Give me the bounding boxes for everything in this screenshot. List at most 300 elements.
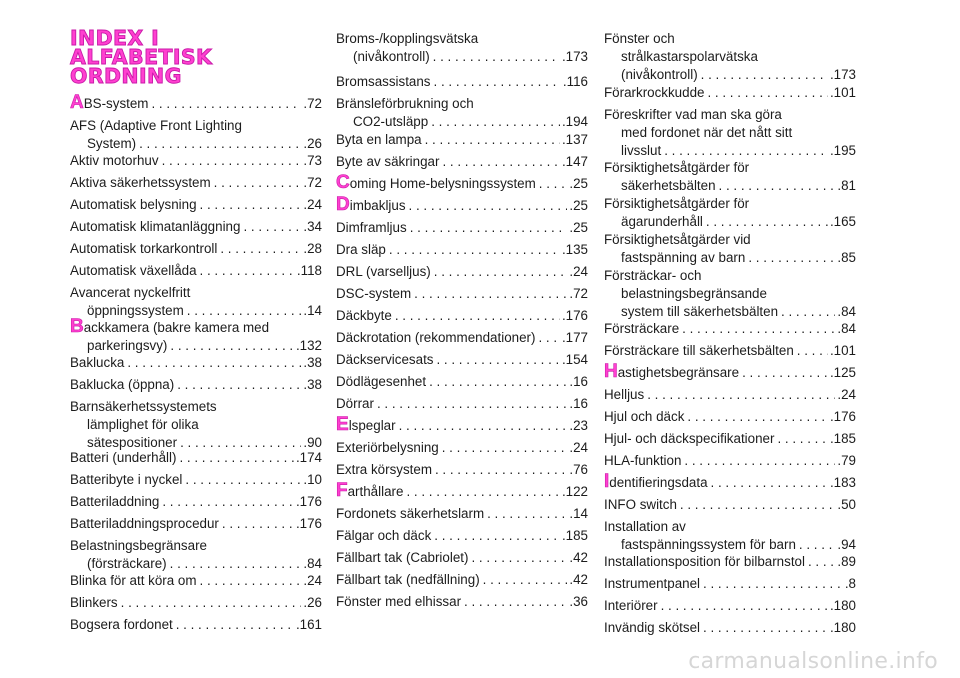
entry-label: Automatisk torkarkontroll (70, 241, 218, 256)
entry-line (70, 316, 322, 337)
page-number: .42 (569, 572, 588, 587)
entry-line (336, 307, 588, 325)
dot-leader (167, 337, 294, 355)
dot-leader (658, 597, 828, 615)
entry-label: Bogsera fordonet (70, 617, 173, 632)
index-entry[interactable] (336, 172, 588, 193)
index-entry[interactable] (604, 386, 856, 404)
page-number: .14 (569, 506, 588, 521)
index-entry[interactable] (336, 194, 588, 215)
entry-line (604, 575, 856, 593)
index-entry[interactable] (604, 84, 856, 102)
index-entry[interactable] (70, 449, 322, 467)
entry-text (87, 302, 184, 320)
entry-label: Fälgar och däck (336, 528, 432, 543)
entry-text (336, 329, 535, 347)
dot-leader (644, 386, 835, 404)
section-initial: E (336, 414, 349, 435)
page-number: .25 (569, 220, 588, 235)
entry-text (621, 177, 716, 195)
dot-leader (411, 285, 567, 303)
entry-line (604, 213, 856, 231)
page-number: .50 (837, 497, 856, 512)
dot-leader (681, 452, 835, 470)
dot-leader (182, 471, 301, 489)
index-entry[interactable] (336, 95, 588, 131)
page-number: .180 (829, 620, 856, 635)
entry-text (604, 84, 704, 102)
page-number: .194 (561, 114, 588, 129)
dot-leader (197, 572, 302, 590)
entry-text (336, 307, 392, 325)
entry-label: säkerhetsbälten (621, 178, 716, 193)
index-entry[interactable] (336, 414, 588, 435)
entry-label: BS-system (83, 96, 149, 111)
page-number: .154 (561, 352, 588, 367)
section-initial: I (604, 471, 610, 492)
page-number: .8 (844, 576, 856, 591)
entry-line (604, 342, 856, 360)
index-entry[interactable] (70, 240, 322, 258)
entry-line (70, 196, 322, 214)
entry-line (336, 395, 588, 413)
entry-label: system till säkerhetsbälten (621, 304, 779, 319)
page-number: .195 (829, 143, 856, 158)
entry-line (70, 537, 322, 555)
entry-label: Batteriladdningsprocedur (70, 516, 219, 531)
page-number: .36 (569, 594, 588, 609)
dot-leader (184, 302, 302, 320)
page-number: .84 (837, 321, 856, 336)
entry-text (621, 213, 703, 231)
index-entry[interactable] (604, 231, 856, 267)
index-entry[interactable] (604, 553, 856, 571)
index-entry[interactable] (70, 196, 322, 214)
index-entry[interactable] (70, 174, 322, 192)
entry-line (70, 262, 322, 280)
entry-label: Fönster och (604, 31, 675, 46)
dot-leader (661, 142, 828, 160)
dot-leader (461, 593, 567, 611)
dot-leader (426, 373, 567, 391)
entry-text (336, 73, 431, 91)
page-number: .125 (829, 365, 856, 380)
page-number: .116 (562, 74, 588, 89)
entry-label: lämplighet för olika (87, 417, 199, 432)
page-number: .26 (303, 136, 322, 151)
index-entry[interactable] (70, 92, 322, 113)
dot-leader (484, 505, 567, 523)
dot-leader (174, 376, 301, 394)
entry-line (604, 142, 856, 160)
entry-text (70, 316, 270, 337)
index-entry[interactable] (70, 398, 322, 452)
entry-label: Fällbart tak (Cabriolet) (336, 550, 469, 565)
entry-label: Bränsleförbrukning och (336, 96, 474, 111)
dot-leader (431, 527, 560, 545)
index-entry[interactable] (336, 285, 588, 303)
entry-text (604, 430, 774, 448)
index-entry[interactable] (336, 593, 588, 611)
entry-label: Helljus (604, 387, 645, 402)
entry-line (336, 549, 588, 567)
dot-leader (439, 153, 559, 171)
index-entry[interactable] (70, 537, 322, 573)
dot-leader (136, 135, 301, 153)
entry-label: Blinka för att köra om (70, 573, 197, 588)
page-number: .173 (561, 49, 588, 64)
entry-label: Aktiv motorhuv (70, 153, 159, 168)
watermark: carmanualsonline.info (688, 649, 938, 674)
page-number: .84 (303, 556, 322, 571)
page-number: .38 (303, 377, 322, 392)
entry-label: oming Home-belysningssystem (349, 176, 536, 191)
dot-leader (698, 66, 828, 84)
entry-text (70, 262, 197, 280)
page-number: .85 (837, 250, 856, 265)
entry-text (336, 241, 386, 259)
entry-line (70, 471, 322, 489)
index-entry[interactable] (604, 342, 856, 360)
index-entry[interactable] (336, 131, 588, 149)
dot-leader (159, 493, 294, 511)
dot-leader (431, 263, 568, 281)
index-entry[interactable] (336, 373, 588, 391)
page-number: .94 (837, 537, 856, 552)
index-entry[interactable] (336, 549, 588, 567)
page-number: .101 (829, 343, 856, 358)
index-entry[interactable] (336, 73, 588, 91)
entry-line (336, 461, 588, 479)
index-entry[interactable] (336, 571, 588, 589)
entry-label: Automatisk klimatanläggning (70, 219, 241, 234)
entry-line (70, 572, 322, 590)
page-number: .79 (837, 453, 856, 468)
entry-label: Barnsäkerhetssystemets (70, 399, 217, 414)
dot-leader (774, 430, 828, 448)
entry-text (336, 95, 474, 113)
entry-text (336, 480, 404, 501)
entry-text (70, 92, 149, 113)
dot-leader (700, 575, 843, 593)
index-entry[interactable] (604, 408, 856, 426)
entry-line (336, 505, 588, 523)
entry-label: Fordonets säkerhetslarm (336, 506, 485, 521)
entry-text (604, 267, 701, 285)
dot-leader (406, 197, 568, 215)
entry-label: Invändig skötsel (604, 620, 701, 635)
dot-leader (422, 131, 560, 149)
entry-line (336, 439, 588, 457)
page-number: .42 (569, 550, 588, 565)
entry-line (604, 496, 856, 514)
index-entry[interactable] (70, 515, 322, 533)
dot-leader (684, 408, 828, 426)
entry-line (336, 329, 588, 347)
entry-text (336, 263, 431, 281)
entry-label: Avancerat nyckelfritt (70, 285, 191, 300)
entry-label: Fällbart tak (nedfällning) (336, 572, 480, 587)
entry-line (604, 361, 856, 382)
index-entry[interactable] (70, 616, 322, 634)
entry-label: (nivåkontroll) (353, 49, 430, 64)
entry-line (70, 594, 322, 612)
index-entry[interactable] (604, 496, 856, 514)
index-entry[interactable] (604, 106, 856, 160)
page-number: .165 (829, 214, 856, 229)
entry-label: Baklucka (öppna) (70, 377, 175, 392)
entry-label: Byte av säkringar (336, 154, 440, 169)
entry-text (336, 527, 431, 545)
index-entry[interactable] (70, 376, 322, 394)
entry-line (70, 284, 322, 302)
index-entry[interactable] (604, 430, 856, 448)
entry-line (336, 480, 588, 501)
index-entry[interactable] (336, 461, 588, 479)
entry-text (87, 416, 199, 434)
entry-text (604, 361, 740, 382)
entry-line (336, 414, 588, 435)
dot-leader (708, 474, 828, 492)
entry-line (604, 518, 856, 536)
entry-line (70, 449, 322, 467)
entry-text (604, 619, 700, 637)
entry-line (336, 113, 588, 131)
entry-line (604, 124, 856, 142)
index-entry[interactable] (336, 307, 588, 325)
entry-text (70, 376, 174, 394)
entry-label: Automatisk belysning (70, 197, 197, 212)
entry-line (604, 303, 856, 321)
entry-label: Hjul- och däckspecifikationer (604, 431, 775, 446)
index-entry[interactable] (336, 439, 588, 457)
index-entry[interactable] (604, 452, 856, 470)
dot-leader (167, 555, 302, 573)
index-entry[interactable] (336, 480, 588, 501)
entry-label: sätespositioner (87, 435, 178, 450)
entry-text (604, 159, 749, 177)
entry-text (336, 461, 432, 479)
index-entry[interactable] (604, 575, 856, 593)
entry-label: Belastningsbegränsare (70, 538, 207, 553)
entry-label: DSC-system (336, 286, 412, 301)
index-entry[interactable] (604, 619, 856, 637)
entry-line (70, 337, 322, 355)
entry-line (604, 285, 856, 303)
index-entry[interactable] (604, 471, 856, 492)
index-entry[interactable] (604, 361, 856, 382)
entry-text (336, 30, 478, 48)
dot-leader (176, 449, 294, 467)
entry-label: Blinkers (70, 595, 118, 610)
entry-label: (nivåkontroll) (621, 67, 698, 82)
entry-text (336, 153, 439, 171)
index-entry[interactable] (604, 518, 856, 554)
entry-text (604, 195, 749, 213)
index-entry[interactable] (336, 329, 588, 347)
dot-leader (396, 417, 568, 435)
entry-line (604, 231, 856, 249)
entry-label: (försträckare) (87, 556, 167, 571)
index-entry[interactable] (336, 395, 588, 413)
entry-line (604, 430, 856, 448)
entry-line (604, 619, 856, 637)
dot-leader (739, 364, 828, 382)
index-entry[interactable] (336, 30, 588, 66)
entry-line (604, 452, 856, 470)
entry-line (604, 84, 856, 102)
index-entry[interactable] (70, 594, 322, 612)
index-entry[interactable] (336, 351, 588, 369)
entry-line (604, 159, 856, 177)
dot-leader (219, 515, 294, 533)
page-number: .24 (837, 387, 856, 402)
entry-text (336, 351, 433, 369)
entry-text (70, 398, 217, 416)
index-entry[interactable] (604, 159, 856, 195)
entry-label: imbakljus (349, 198, 406, 213)
index-entry[interactable] (604, 320, 856, 338)
entry-label: Extra körsystem (336, 462, 432, 477)
entry-label: Dra släp (336, 242, 386, 257)
entry-label: arthållare (347, 484, 404, 499)
dot-leader (197, 196, 302, 214)
dot-leader (432, 461, 567, 479)
index-entry[interactable] (604, 30, 856, 84)
entry-text (87, 135, 136, 153)
dot-leader (704, 84, 827, 102)
entry-text (336, 414, 396, 435)
entry-line (336, 131, 588, 149)
entry-text (70, 449, 176, 467)
index-entry[interactable] (70, 117, 322, 153)
index-entry[interactable] (336, 241, 588, 259)
entry-text (621, 536, 796, 554)
entry-line (336, 571, 588, 589)
entry-text (70, 572, 197, 590)
index-entry[interactable] (70, 493, 322, 511)
entry-label: Försträckar- och (604, 268, 702, 283)
entry-text (70, 616, 173, 634)
entry-text (604, 553, 805, 571)
page-number: .25 (569, 198, 588, 213)
entry-label: strålkastarspolarvätska (621, 49, 758, 64)
entry-text (336, 505, 484, 523)
dot-leader (536, 175, 568, 193)
dot-leader (197, 262, 295, 280)
entry-label: AFS (Adaptive Front Lighting (70, 118, 242, 133)
dot-leader (403, 483, 560, 501)
index-entry[interactable] (70, 218, 322, 236)
entry-line (336, 73, 588, 91)
entry-text (70, 493, 159, 511)
entry-text (621, 66, 698, 84)
entry-label: Försträckare till säkerhetsbälten (604, 343, 794, 358)
dot-leader (124, 354, 301, 372)
entry-line (70, 117, 322, 135)
page-number: .81 (837, 178, 856, 193)
index-entry[interactable] (336, 505, 588, 523)
entry-text (604, 496, 677, 514)
index-entry[interactable] (70, 471, 322, 489)
entry-label: CO2-utsläpp (353, 114, 429, 129)
dot-leader (703, 213, 828, 231)
entry-label: Försiktighetsåtgärder för (604, 160, 750, 175)
entry-label: Fönster med elhissar (336, 594, 462, 609)
section-initial: A (70, 92, 84, 113)
page-number: .38 (303, 355, 322, 370)
index-entry[interactable] (336, 527, 588, 545)
entry-line (604, 30, 856, 48)
entry-line (70, 616, 322, 634)
index-entry[interactable] (604, 597, 856, 615)
index-entry[interactable] (336, 153, 588, 171)
page-number: .73 (303, 153, 322, 168)
entry-line (336, 593, 588, 611)
entry-label: Däckrotation (rekommendationer) (336, 330, 536, 345)
entry-text (604, 471, 708, 492)
entry-text (621, 285, 767, 303)
entry-line (336, 194, 588, 215)
page-number: .10 (303, 472, 322, 487)
index-entry[interactable] (70, 152, 322, 170)
entry-label: Däckbyte (336, 308, 392, 323)
entry-label: Instrumentpanel (604, 576, 701, 591)
index-entry[interactable] (70, 284, 322, 320)
entry-label: Batteri (underhåll) (70, 450, 177, 465)
entry-label: Föreskrifter vad man ska göra (604, 107, 782, 122)
entry-text (336, 194, 406, 215)
entry-line (336, 48, 588, 66)
entry-line (604, 177, 856, 195)
entry-text (70, 354, 124, 372)
entry-label: Försiktighetsåtgärder för (604, 196, 750, 211)
dot-leader (433, 351, 559, 369)
page-number: .34 (303, 219, 322, 234)
page-number: .147 (561, 154, 588, 169)
index-entry[interactable] (70, 262, 322, 280)
entry-text (604, 408, 684, 426)
entry-line (70, 240, 322, 258)
index-entry[interactable] (604, 195, 856, 231)
entry-text (621, 249, 745, 267)
entry-line (604, 320, 856, 338)
index-entry[interactable] (604, 267, 856, 321)
index-entry[interactable] (336, 263, 588, 281)
entry-line (604, 48, 856, 66)
entry-text (70, 471, 182, 489)
page-number: .72 (303, 175, 322, 190)
index-entry[interactable] (70, 354, 322, 372)
entry-label: livsslut (621, 143, 662, 158)
dot-leader (805, 553, 835, 571)
index-entry[interactable] (336, 219, 588, 237)
entry-text (70, 218, 240, 236)
entry-line (70, 135, 322, 153)
page-number: .25 (569, 176, 588, 191)
dot-leader (173, 616, 294, 634)
index-entry[interactable] (70, 316, 322, 355)
index-entry[interactable] (70, 572, 322, 590)
page-number: .72 (569, 286, 588, 301)
dot-leader (677, 496, 835, 514)
page-number: .180 (829, 598, 856, 613)
entry-line (336, 219, 588, 237)
entry-line (70, 152, 322, 170)
entry-line (70, 302, 322, 320)
entry-line (70, 376, 322, 394)
section-initial: D (336, 194, 350, 215)
